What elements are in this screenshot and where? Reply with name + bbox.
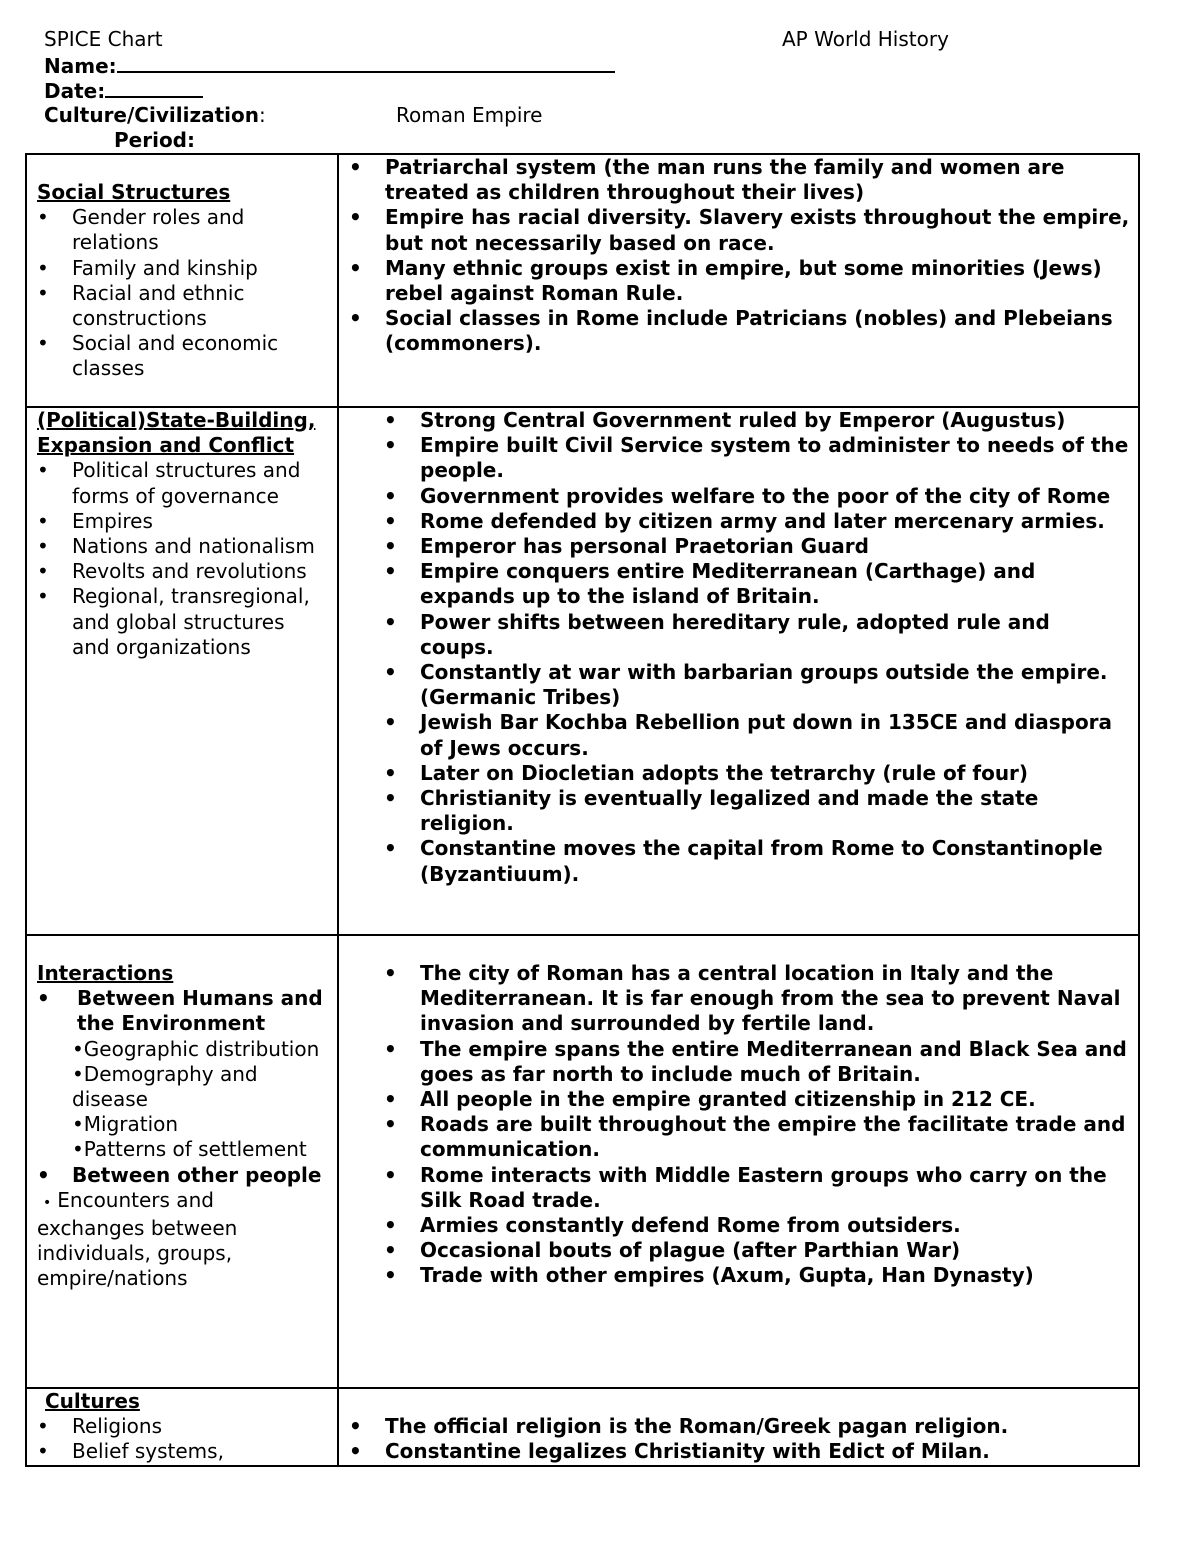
date-field[interactable]: [105, 78, 203, 98]
interactions-notes: [347, 961, 1130, 1289]
social-title: Social Structures: [37, 180, 231, 204]
note-item: • Constantly at war with barbarian groups outside the empire. (Germanic Tribes): [347, 660, 1130, 710]
topic-item: •Patterns of settlement: [72, 1137, 307, 1162]
political-topics: [37, 458, 327, 660]
social-topics: [37, 205, 327, 381]
note-item: • Empire conquers entire Mediterranean (Carthage) and expands up to the island of Britain.: [347, 559, 1130, 609]
interactions-topics: [37, 986, 327, 1036]
bullet-icon: •: [72, 1036, 84, 1061]
culture-value: Roman Empire: [396, 103, 543, 127]
date-label: Date:: [44, 79, 106, 103]
topic-item: • Regional, transregional, and global structures and organizations: [37, 584, 327, 660]
social-notes-cell[interactable]: [338, 154, 1139, 407]
note-item: • Emperor has personal Praetorian Guard: [347, 534, 1130, 559]
topic-item: • Gender roles and relations: [37, 205, 327, 255]
culture-row: [44, 103, 266, 128]
topic-item: • Family and kinship: [37, 256, 327, 281]
note-item: • Trade with other empires (Axum, Gupta, Han Dynasty): [347, 1263, 1130, 1288]
spice-table: [25, 153, 1140, 1467]
cultures-title: Cultures: [45, 1389, 140, 1413]
political-notes: [347, 408, 1130, 887]
note-item: • Rome defended by citizen army and later mercenary armies.: [347, 509, 1130, 534]
topic-item: • Religions: [37, 1414, 327, 1439]
topic-item: •Demography and disease: [72, 1061, 258, 1112]
name-label: Name:: [44, 54, 117, 78]
interactions-category-cell: [26, 935, 338, 1388]
cultures-notes: [347, 1414, 1130, 1464]
social-notes: [347, 155, 1130, 357]
topic-item: • Empires: [37, 509, 327, 534]
note-item: • The empire spans the entire Mediterranean and Black Sea and goes as far north to include much of Britain.: [347, 1037, 1130, 1087]
note-item: • Occasional bouts of plague (after Parthian War): [347, 1238, 1130, 1263]
bullet-icon: •: [72, 1112, 84, 1137]
period-label: Period:: [114, 128, 195, 152]
note-item: • Power shifts between hereditary rule, adopted rule and coups.: [347, 610, 1130, 660]
note-item: • Government provides welfare to the poor of the city of Rome: [347, 484, 1130, 509]
people-heading: • Between other people: [37, 1163, 327, 1188]
political-row: [26, 407, 1139, 935]
interactions-row: [26, 935, 1139, 1388]
bullet-icon: •: [72, 1137, 84, 1162]
topic-item: •Migration: [72, 1112, 179, 1137]
cultures-category-cell: [26, 1388, 338, 1466]
note-item: • Empire built Civil Service system to administer to needs of the people.: [347, 433, 1130, 483]
culture-colon: :: [258, 103, 266, 127]
env-topics: [37, 1037, 327, 1163]
political-title: (Political)State-Building, Expansion and Conflict: [37, 408, 316, 458]
note-item: • Rome interacts with Middle Eastern groups who carry on the Silk Road trade.: [347, 1163, 1130, 1213]
bullet-icon: •: [43, 1194, 52, 1211]
topic-item: • Belief systems,: [37, 1439, 327, 1464]
name-row: [44, 53, 615, 79]
cultures-topics: [37, 1414, 327, 1464]
culture-label: Culture/Civilization: [44, 103, 259, 127]
note-item: • Many ethnic groups exist in empire, but some minorities (Jews) rebel against Roman Rule.: [347, 256, 1130, 306]
bullet-icon: •: [72, 1061, 84, 1086]
political-category-cell: [26, 407, 338, 935]
name-field[interactable]: [117, 53, 615, 73]
note-item: • Jewish Bar Kochba Rebellion put down in 135CE and diaspora of Jews occurs.: [347, 710, 1130, 760]
interactions-title: Interactions: [37, 961, 174, 985]
note-item: • Empire has racial diversity. Slavery exists throughout the empire, but not necessarily based on race.: [347, 205, 1130, 255]
topic-item: • Racial and ethnic constructions: [37, 281, 327, 331]
social-category-cell: [26, 154, 338, 407]
note-item: • Constantine legalizes Christianity with Edict of Milan.: [347, 1439, 1130, 1464]
political-notes-cell[interactable]: [338, 407, 1139, 935]
note-item: • The official religion is the Roman/Greek pagan religion.: [347, 1414, 1130, 1439]
note-item: • Later on Diocletian adopts the tetrarchy (rule of four): [347, 761, 1130, 786]
people-topics: [37, 1163, 327, 1188]
interactions-notes-cell[interactable]: [338, 935, 1139, 1388]
topic-item: •Geographic distribution: [72, 1036, 320, 1061]
chart-title: SPICE Chart: [44, 27, 163, 51]
note-item: • Christianity is eventually legalized and made the state religion.: [347, 786, 1130, 836]
note-item: • Armies constantly defend Rome from outsiders.: [347, 1213, 1130, 1238]
note-item: • The city of Roman has a central location in Italy and the Mediterranean. It is far enough from the sea to prevent Naval invasion and surrounded by fertile land.: [347, 961, 1130, 1037]
topic-item: • Political structures and forms of governance: [37, 458, 327, 508]
note-item: • Roads are built throughout the empire the facilitate trade and communication.: [347, 1112, 1130, 1162]
people-items: [37, 1188, 327, 1292]
topic-item: • Encounters and exchanges between individuals, groups, empire/nations: [37, 1187, 238, 1291]
topic-item: • Nations and nationalism: [37, 534, 327, 559]
note-item: • Social classes in Rome include Patricians (nobles) and Plebeians (commoners).: [347, 306, 1130, 356]
topic-item: • Social and economic classes: [37, 331, 327, 381]
course-label: AP World History: [782, 27, 949, 51]
note-item: • Constantine moves the capital from Rome to Constantinople (Byzantiuum).: [347, 836, 1130, 886]
topic-item: • Revolts and revolutions: [37, 559, 327, 584]
note-item: • All people in the empire granted citizenship in 212 CE.: [347, 1087, 1130, 1112]
env-heading: • Between Humans and the Environment: [37, 986, 327, 1036]
social-row: [26, 154, 1139, 407]
cultures-notes-cell[interactable]: [338, 1388, 1139, 1466]
date-row: [44, 78, 203, 104]
note-item: • Patriarchal system (the man runs the family and women are treated as children throughout their lives): [347, 155, 1130, 205]
cultures-row: [26, 1388, 1139, 1466]
note-item: • Strong Central Government ruled by Emperor (Augustus): [347, 408, 1130, 433]
